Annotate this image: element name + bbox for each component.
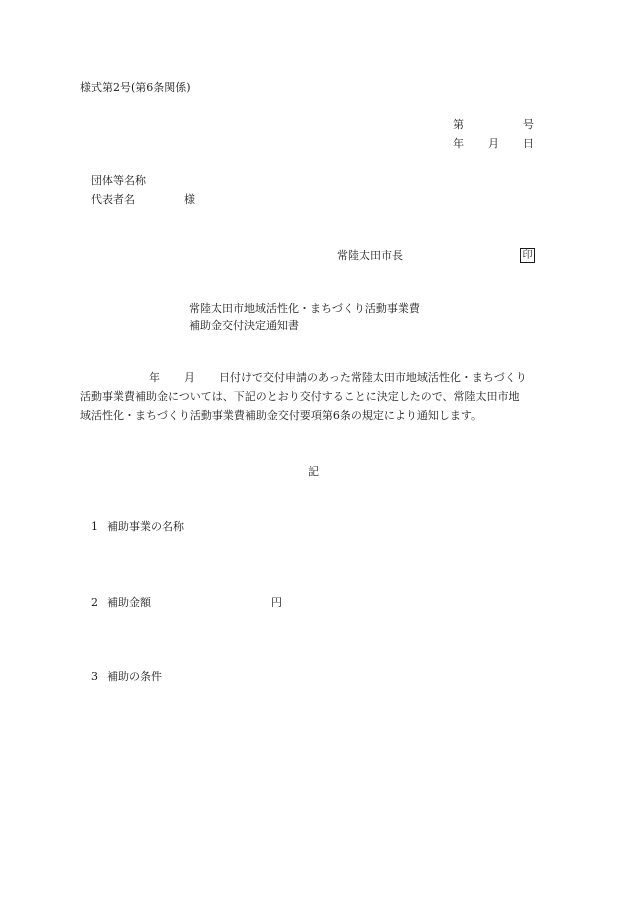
doc-number-dai: 第: [453, 118, 464, 131]
recipient-rep-label: 代表者名: [91, 193, 135, 206]
doc-date-day: 日: [523, 137, 534, 150]
recipient-honorific: 様: [184, 193, 195, 206]
title-line-2: 補助金交付決定通知書: [189, 319, 299, 332]
body-line-1: 日付けで交付申請のあった常陸太田市地域活性化・まちづくり: [219, 371, 527, 384]
form-label: 様式第2号(第6条関係): [80, 81, 191, 94]
item-2-label: 補助金額: [107, 596, 151, 609]
item-2-unit: 円: [271, 596, 282, 609]
seal-mark: 印: [520, 248, 535, 263]
body-year: 年: [149, 371, 160, 384]
item-1-number: 1: [91, 520, 98, 533]
item-2-number: 2: [91, 596, 98, 609]
recipient-org-label: 団体等名称: [91, 174, 146, 187]
ki-heading: 記: [308, 465, 319, 478]
doc-date-year: 年: [453, 137, 464, 150]
sender-name: 常陸太田市長: [337, 249, 403, 262]
body-line-3: 域活性化・まちづくり活動事業費補助金交付要項第6条の規定により通知します。: [80, 409, 483, 422]
doc-number-go: 号: [523, 118, 534, 131]
doc-date-month: 月: [488, 137, 499, 150]
item-3-number: 3: [91, 670, 98, 683]
body-month: 月: [184, 371, 195, 384]
title-line-1: 常陸太田市地域活性化・まちづくり活動事業費: [189, 302, 420, 315]
item-3-label: 補助の条件: [107, 670, 162, 683]
item-1-label: 補助事業の名称: [107, 520, 184, 533]
body-line-2: 活動事業費補助金については、下記のとおり交付することに決定したので、常陸太田市地: [80, 390, 520, 403]
